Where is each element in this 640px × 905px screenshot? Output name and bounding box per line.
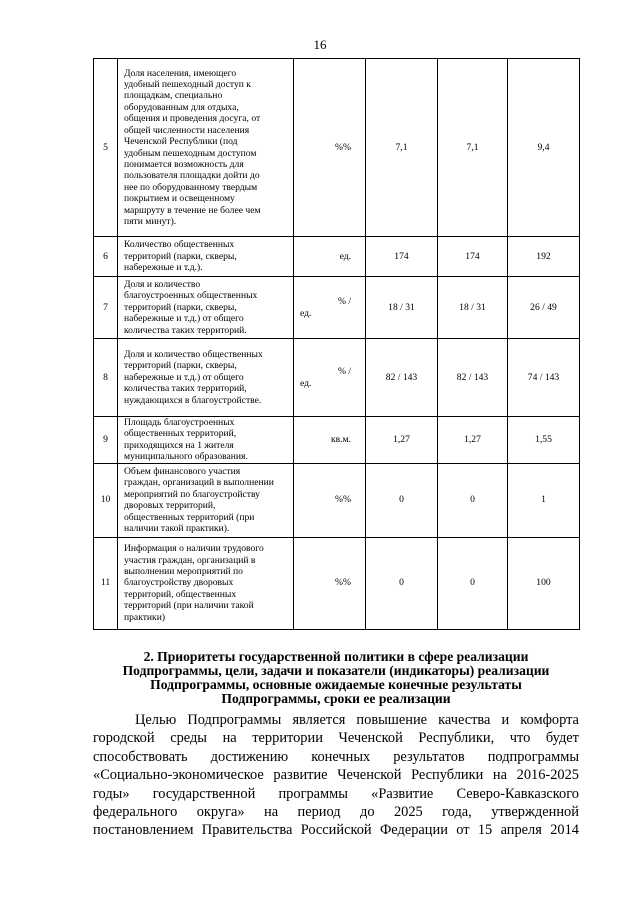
paragraph-word: «Развитие [371,785,434,802]
paragraph-word: года, [442,804,472,821]
value-v1: 174 [366,237,438,277]
paragraph-word: постановлением [93,822,194,839]
paragraph-word: на [222,730,237,747]
value-v1: 0 [366,537,438,629]
paragraph-word: качества [438,712,491,728]
paragraph-word: развитие [273,767,328,784]
value-v1: 1,27 [366,417,438,464]
indicator-line: территорий (при наличии такой [124,600,254,612]
paragraph-word: является [292,712,346,728]
indicator-line: Доля населения, имеющего [124,67,237,79]
indicator-line: благоустройству дворовых [124,577,234,589]
paragraph-word: Республики [411,767,484,784]
paragraph-word: 15 [477,822,493,839]
indicator-line: оборудованным для отдыха, [124,101,239,113]
paragraph-word: период [297,804,341,821]
paragraph-word: «Социально-экономическое [93,767,264,784]
paragraph-line [93,748,579,766]
indicator-name [118,277,294,339]
paragraph-line [93,821,579,839]
unit-label-2: ед. [300,307,312,319]
indicator-line: муниципального образования. [124,451,248,463]
indicator-line: территорий, общественных [124,588,237,600]
indicator-name [118,339,294,417]
row-number: 8 [94,339,118,417]
indicator-line: количества таких территорий, [124,383,247,395]
paragraph-word: апреля [500,822,542,839]
paragraph-word: Российской [300,822,372,839]
paragraph-line [93,729,579,747]
paragraph-word: округа» [196,804,245,821]
paragraph-word: и [501,712,510,728]
indicator-line: Площадь благоустроенных [124,417,235,428]
indicator-line: наличии такой практики). [124,522,230,534]
paragraph-word: подпрограммы [487,748,579,765]
indicator-line: набережные и т.д.) от общего [124,313,244,325]
paragraph-word: Республики, [418,730,495,747]
paragraph-word: Федерации [379,822,448,839]
unit-cell [294,463,366,537]
table-row [94,277,580,339]
unit-label: %% [335,577,351,589]
indicator-line: территорий (парки, скверы, [124,301,237,313]
paragraph-word: Правительства [201,822,293,839]
value-v2: 0 [438,537,508,629]
paragraph-line [93,803,579,821]
indicator-line: Доля и количество [124,278,201,290]
indicator-line: территорий (парки, скверы, [124,250,237,262]
paragraph-line [93,711,579,729]
indicator-line: покрытием и освещенному [124,193,235,205]
section-heading [93,650,579,706]
indicator-line: граждан, организаций в выполнении [124,477,274,489]
indicator-name [118,463,294,537]
indicator-line: нее по оборудованному твердым [124,181,258,193]
paragraph-word: среды [170,730,207,747]
paragraph-word: комфорта [520,712,579,728]
value-v1: 82 / 143 [366,339,438,417]
indicator-line: участия граждан, организаций в [124,554,256,566]
paragraph-word: утвержденной [491,804,579,821]
indicator-line: Доля и количество общественных [124,348,263,360]
indicator-line: дворовых территорий, [124,500,216,512]
indicator-line: Объем финансового участия [124,465,241,477]
value-v3: 100 [508,537,580,629]
indicator-line: благоустроенных общественных [124,290,258,302]
indicator-line: мероприятий по благоустройству [124,488,260,500]
heading-line: Подпрограммы, цели, задачи и показатели (индикаторы) реализации [122,663,550,678]
paragraph-word: федерального [93,804,178,821]
value-v3: 192 [508,237,580,277]
unit-cell [294,59,366,237]
indicator-line: Чеченской Республики (под [124,136,238,148]
indicator-line: Количество общественных [124,239,235,251]
value-v3: 9,4 [508,59,580,237]
value-v2: 82 / 143 [438,339,508,417]
unit-cell [294,537,366,629]
paragraph-word: будет [545,730,579,747]
row-number: 7 [94,277,118,339]
indicator-line: нуждающихся в благоустройстве. [124,394,262,406]
unit-label-2: ед. [300,377,312,389]
indicator-line: выполнении мероприятий по [124,566,243,578]
paragraph-word: что [509,730,531,747]
value-v1: 18 / 31 [366,277,438,339]
table-row [94,59,580,237]
indicator-line: общения и проведения досуга, от [124,113,261,125]
indicator-line: практики) [124,611,166,623]
row-number: 9 [94,417,118,464]
paragraph-word: территории [252,730,323,747]
unit-label: %% [335,141,351,153]
value-v2: 174 [438,237,508,277]
value-v2: 1,27 [438,417,508,464]
row-number: 5 [94,59,118,237]
indicator-name [118,237,294,277]
unit-label: % / [337,366,351,378]
indicator-line: удобным пешеходным доступом [124,147,257,159]
paragraph-word: программы [278,785,348,802]
value-v3: 1,55 [508,417,580,464]
table-row [94,417,580,464]
paragraph-word: Чеченской [338,730,403,747]
paragraph-word: результатов [393,748,465,765]
indicator-line: Информация о наличии трудового [124,543,264,555]
indicator-line: общей численности населения [124,124,250,136]
paragraph-word: годы» [93,785,130,802]
indicator-line: набережные и т.д.) от общего [124,371,244,383]
paragraph-word: на [492,767,507,784]
value-v3: 26 / 49 [508,277,580,339]
heading-line: Подпрограммы, сроки ее реализации [221,691,451,706]
page-number: 16 [313,37,327,52]
paragraph-word: до [360,804,375,821]
table-row [94,237,580,277]
paragraph-line [93,785,579,803]
value-v2: 18 / 31 [438,277,508,339]
paragraph-word: достижению [210,748,289,765]
table-row [94,463,580,537]
value-v1: 7,1 [366,59,438,237]
indicator-line: пользователя площадки дойти до [124,170,260,182]
indicator-line: понимается возможность для [124,158,244,170]
heading-line: Подпрограммы, основные ожидаемые конечные результаты [150,677,522,692]
unit-label: %% [335,494,351,506]
paragraph-word: 2016-2025 [516,767,579,784]
unit-label: % / [337,296,351,308]
indicator-line: пяти минут). [124,215,177,227]
indicator-name [118,537,294,629]
row-number: 11 [94,537,118,629]
row-number: 10 [94,463,118,537]
row-number: 6 [94,237,118,277]
indicator-line: удобный пешеходный доступ к [124,79,251,91]
unit-cell [294,277,366,339]
indicator-line: набережные и т.д.). [124,262,203,274]
paragraph-word: от [456,822,470,839]
indicator-line: приходящихся на 1 жителя [124,439,234,451]
value-v2: 0 [438,463,508,537]
indicator-line: маршруту в течение не более чем [124,204,261,216]
indicator-name [118,417,294,464]
value-v3: 1 [508,463,580,537]
paragraph-line [93,766,579,784]
paragraph-word: городской [93,730,155,747]
unit-cell [294,417,366,464]
indicators-table [93,58,580,630]
paragraph-word: способствовать [93,748,188,765]
unit-cell [294,339,366,417]
value-v3: 74 / 143 [508,339,580,417]
paragraph-word: государственной [152,785,256,802]
indicator-line: общественных территорий (при [124,511,255,523]
value-v2: 7,1 [438,59,508,237]
unit-cell [294,237,366,277]
paragraph-word: 2025 [393,804,423,821]
heading-line: 2. Приоритеты государственной политики в сфере реализации [143,649,529,664]
paragraph-word: Северо-Кавказского [456,785,579,802]
paragraph-word: на [264,804,279,821]
indicator-line: количества таких территорий. [124,324,247,336]
paragraph-word: 2014 [550,822,579,839]
table-row [94,537,580,629]
indicator-line: площадкам, специально [124,90,223,102]
paragraph-word: Подпрограммы [187,712,282,728]
paragraph-word: повышение [356,712,428,728]
paragraph-word: Чеченской [337,767,402,784]
unit-label: кв.м. [330,434,351,446]
indicator-line: общественных территорий, [124,428,237,440]
table-row [94,339,580,417]
indicator-line: территорий (парки, скверы, [124,360,237,372]
unit-label: ед. [339,250,351,262]
section-paragraph [93,711,579,840]
indicator-name [118,59,294,237]
paragraph-word: Целью [135,712,177,728]
indicators-table-body [94,59,580,630]
value-v1: 0 [366,463,438,537]
paragraph-word: конечных [311,748,371,765]
